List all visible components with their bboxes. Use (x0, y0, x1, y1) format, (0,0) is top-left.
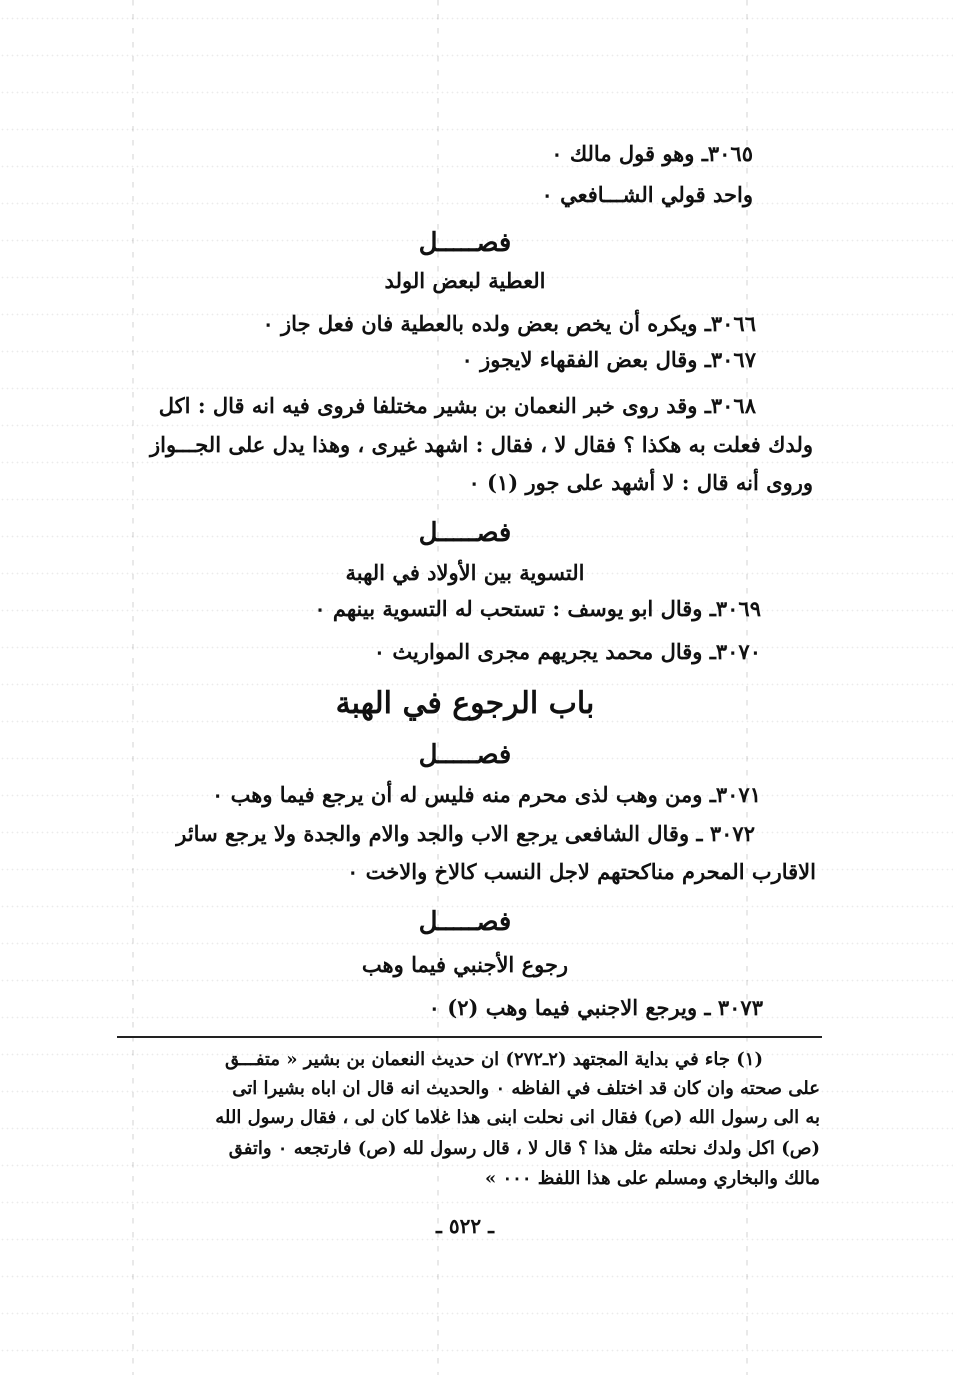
footnote-line-3: به الى رسول الله (ص) فقال انى نحلت ابنى هذا غلاما كان لى ، فقال رسول الله (215, 1107, 820, 1128)
paragraph-3068: ٣٠٦٨ـ وقد روى خبر النعمان بن بشير مختلفا فروى فيه انه قال : اكل (158, 393, 756, 418)
paragraph-3069: ٣٠٦٩ـ وقال ابو يوسف : تستحب له التسوية بينهم ٠ (314, 596, 761, 621)
paragraph-3073: ٣٠٧٣ ـ ويرجع الاجنبي فيما وهب (٢) ٠ (428, 995, 763, 1020)
paragraph-3065-cont: واحد قولي الشـــافعي ٠ (541, 182, 753, 207)
paragraph-3070: ٣٠٧٠ـ وقال محمد يجريهم مجرى المواريث ٠ (373, 639, 761, 664)
footnote-separator (117, 1036, 822, 1038)
footnote-line-1: (١) جاء في بداية المجتهد (٢ـ٢٧٢) ان حديث النعمان بن بشير « متفـــق (224, 1049, 763, 1070)
paragraph-3065: ٣٠٦٥ـ وهو قول مالك ٠ (551, 141, 753, 166)
section-subheading-equality-among-children: التسوية بين الأولاد في الهبة (345, 560, 585, 585)
paragraph-3067: ٣٠٦٧ـ وقال بعض الفقهاء لايجوز ٠ (461, 347, 756, 372)
section-subheading-stranger-revoking-gift: رجوع الأجنبي فيما وهب (361, 952, 569, 977)
paragraph-3066: ٣٠٦٦ـ ويكره أن يخص بعض ولده بالعطية فان فعل جاز ٠ (262, 311, 756, 336)
paragraph-3071: ٣٠٧١ـ ومن وهب لذى محرم منه فليس له أن يرجع فيما وهب ٠ (212, 782, 761, 807)
section-heading-fasl: فصـــــل (418, 518, 512, 548)
paragraph-3072: ٣٠٧٢ ـ وقال الشافعى يرجع الاب والجد والام والجدة ولا يرجع سائر (176, 821, 755, 846)
paragraph-3068-cont-1: ولدك فعلت به هكذا ؟ فقال لا ، فقال : اشهد غيرى ، وهذا يدل على الجـــواز (149, 432, 813, 457)
chapter-heading: باب الرجوع في الهبة (335, 686, 595, 721)
section-subheading-gift-to-some-children: العطية لبعض الولد (384, 268, 546, 293)
footnote-line-5: مالك والبخاري ومسلم على هذا اللفظ ٠٠٠ » (484, 1168, 820, 1189)
section-heading-fasl: فصـــــل (418, 740, 512, 770)
page-number: ـ ٥٢٢ ـ (436, 1214, 494, 1238)
section-heading-fasl: فصـــــل (418, 907, 512, 937)
paragraph-3068-cont-2: وروى أنه قال : لا أشهد على جور (١) ٠ (468, 470, 813, 495)
scan-dotted-guide (132, 0, 134, 1375)
paragraph-3072-cont: الاقارب المحرم مناكحتهم لاجل النسب كالاخ والاخت ٠ (347, 859, 816, 884)
footnote-line-2: على صحته وان كان قد اختلف في الفاظه ٠ والحديث انه قال ان اباه بشيرا اتى (232, 1078, 820, 1099)
section-heading-fasl: فصـــــل (418, 228, 512, 258)
footnote-line-4: (ص) اكل ولدك نحلته مثل هذا ؟ قال لا ، قال رسول لله (ص) فارتجعه ٠ واتفق (228, 1138, 820, 1159)
